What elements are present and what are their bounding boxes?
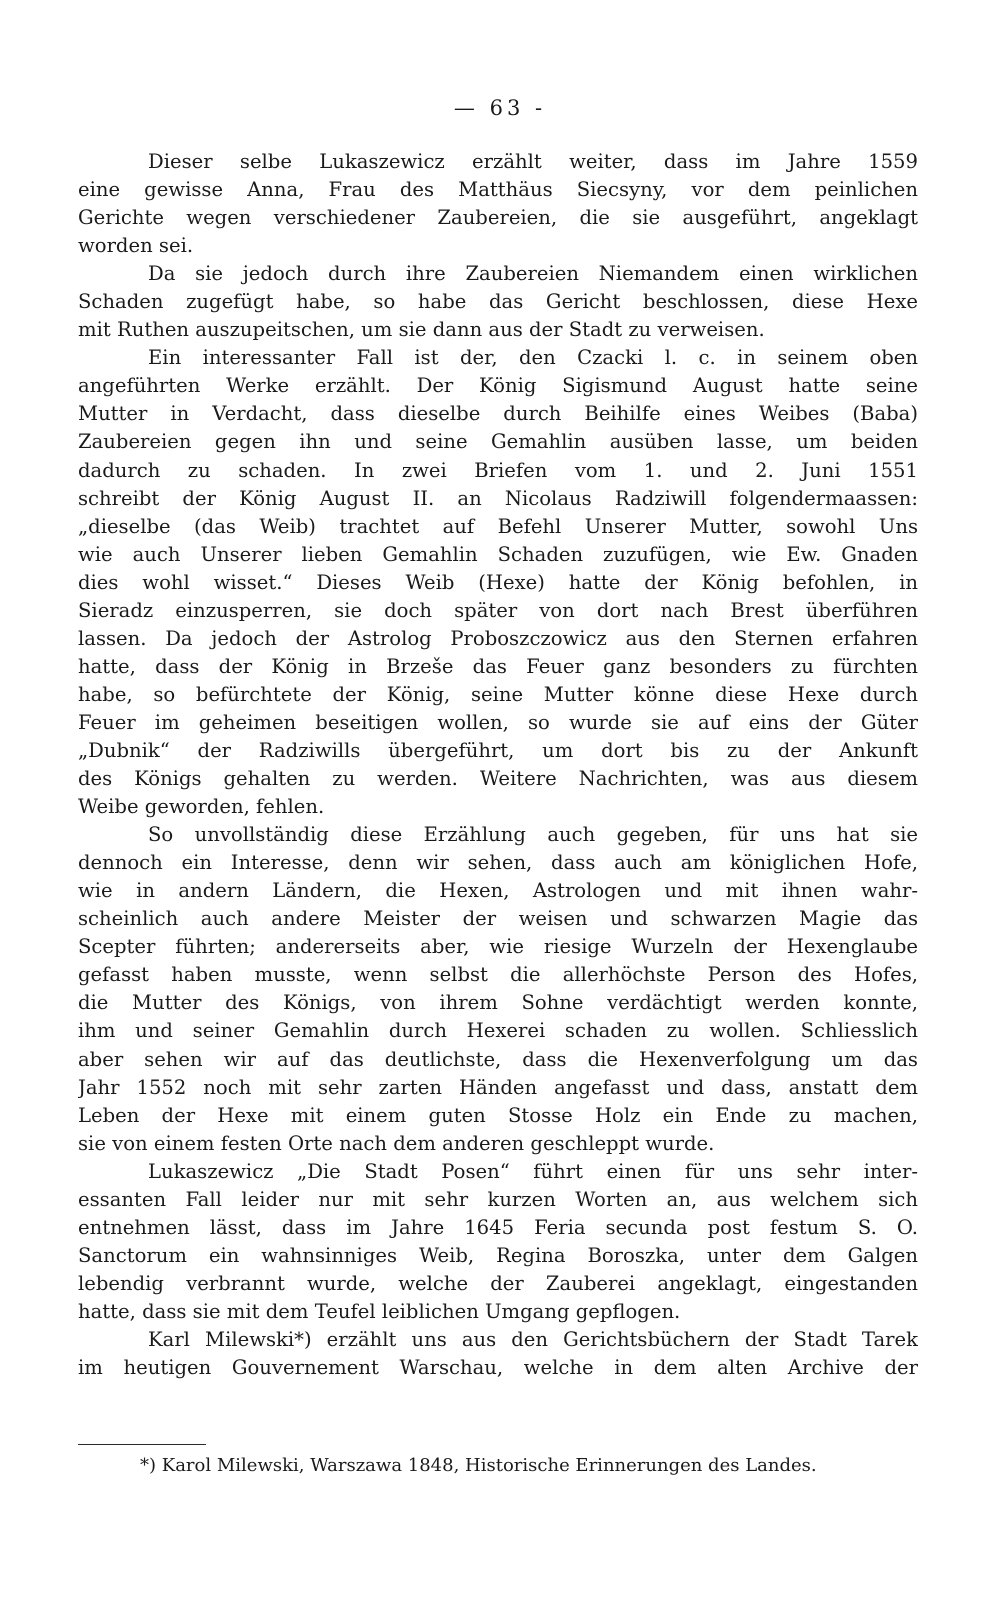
footnote: *) Karol Milewski, Warszawa 1848, Historische Erinnerungen des Landes. bbox=[140, 1455, 817, 1476]
page-number: — 63 - bbox=[453, 96, 547, 120]
text-line: Jahr 1552 noch mit sehr zarten Händen angefasst und dass, anstatt dem bbox=[78, 1075, 918, 1099]
text-line: dadurch zu schaden. In zwei Briefen vom 1. und 2. Juni 1551 bbox=[78, 458, 918, 482]
text-line: eine gewisse Anna, Frau des Matthäus Siecsyny, vor dem peinlichen bbox=[78, 178, 918, 202]
text-line: schreibt der König August II. an Nicolaus Radziwill folgendermaassen: bbox=[78, 486, 918, 510]
text-line: des Königs gehalten zu werden. Weitere Nachrichten, was aus diesem bbox=[78, 767, 918, 791]
text-line: entnehmen lässt, dass im Jahre 1645 Feria secunda post festum S. O. bbox=[78, 1215, 918, 1239]
text-line: die Mutter des Königs, von ihrem Sohne verdächtigt werden konnte, bbox=[78, 991, 918, 1015]
text-line: essanten Fall leider nur mit sehr kurzen Worten an, aus welchem sich bbox=[78, 1187, 918, 1211]
body-text bbox=[78, 148, 918, 1382]
footnote-divider bbox=[78, 1444, 206, 1445]
text-line: Ein interessanter Fall ist der, den Czacki l. c. in seinem oben bbox=[148, 346, 918, 370]
text-line: aber sehen wir auf das deutlichste, dass die Hexenverfolgung um das bbox=[78, 1047, 918, 1071]
text-line: dennoch ein Interesse, denn wir sehen, dass auch am königlichen Hofe, bbox=[78, 851, 918, 875]
text-line: hatte, dass der König in Brzeše das Feuer ganz besonders zu fürchten bbox=[78, 654, 918, 678]
text-line: Zaubereien gegen ihn und seine Gemahlin ausüben lasse, um beiden bbox=[78, 430, 918, 454]
text-line: Gerichte wegen verschiedener Zaubereien, die sie ausgeführt, angeklagt bbox=[78, 206, 918, 230]
text-line: So unvollständig diese Erzählung auch gegeben, für uns hat sie bbox=[148, 823, 918, 847]
text-line: Schaden zugefügt habe, so habe das Gericht beschlossen, diese Hexe bbox=[78, 290, 918, 314]
text-line: Feuer im geheimen beseitigen wollen, so wurde sie auf eins der Güter bbox=[78, 710, 918, 734]
text-line: lassen. Da jedoch der Astrolog Proboszczowicz aus den Sternen erfahren bbox=[78, 626, 918, 650]
text-line: hatte, dass sie mit dem Teufel leiblichen Umgang gepflogen. bbox=[78, 1299, 681, 1323]
text-line: wie auch Unserer lieben Gemahlin Schaden zuzufügen, wie Ew. Gnaden bbox=[78, 542, 918, 566]
text-line: scheinlich auch andere Meister der weisen und schwarzen Magie das bbox=[78, 907, 918, 931]
text-line: lebendig verbrannt wurde, welche der Zauberei angeklagt, eingestanden bbox=[78, 1271, 918, 1295]
text-line: worden sei. bbox=[78, 234, 194, 258]
text-line: Weibe geworden, fehlen. bbox=[78, 795, 325, 819]
text-line: mit Ruthen auszupeitschen, um sie dann aus der Stadt zu verweisen. bbox=[78, 318, 765, 342]
text-line: Scepter führten; andererseits aber, wie riesige Wurzeln der Hexenglaube bbox=[78, 935, 918, 959]
text-line: wie in andern Ländern, die Hexen, Astrologen und mit ihnen wahr- bbox=[78, 879, 918, 903]
text-line: „dieselbe (das Weib) trachtet auf Befehl Unserer Mutter, sowohl Uns bbox=[78, 514, 918, 538]
text-line: Lukaszewicz „Die Stadt Posen“ führt einen für uns sehr inter- bbox=[148, 1159, 918, 1183]
text-line: Sanctorum ein wahnsinniges Weib, Regina Boroszka, unter dem Galgen bbox=[78, 1243, 918, 1267]
text-line: Mutter in Verdacht, dass dieselbe durch Beihilfe eines Weibes (Baba) bbox=[78, 402, 918, 426]
text-line: dies wohl wisset.“ Dieses Weib (Hexe) hatte der König befohlen, in bbox=[78, 570, 918, 594]
text-line: im heutigen Gouvernement Warschau, welche in dem alten Archive der bbox=[78, 1356, 918, 1380]
text-line: Sieradz einzusperren, sie doch später von dort nach Brest überführen bbox=[78, 598, 918, 622]
text-line: Leben der Hexe mit einem guten Stosse Holz ein Ende zu machen, bbox=[78, 1103, 918, 1127]
text-line: Karl Milewski*) erzählt uns aus den Gerichtsbüchern der Stadt Tarek bbox=[148, 1327, 918, 1351]
text-line: „Dubnik“ der Radziwills übergeführt, um dort bis zu der Ankunft bbox=[78, 738, 918, 762]
text-line: Dieser selbe Lukaszewicz erzählt weiter, dass im Jahre 1559 bbox=[148, 150, 918, 173]
text-line: sie von einem festen Orte nach dem anderen geschleppt wurde. bbox=[78, 1131, 715, 1155]
text-line: Da sie jedoch durch ihre Zaubereien Niemandem einen wirklichen bbox=[148, 262, 918, 286]
text-line: angeführten Werke erzählt. Der König Sigismund August hatte seine bbox=[78, 374, 918, 398]
text-line: ihm und seiner Gemahlin durch Hexerei schaden zu wollen. Schliesslich bbox=[78, 1019, 918, 1043]
text-line: habe, so befürchtete der König, seine Mutter könne diese Hexe durch bbox=[78, 682, 918, 706]
text-line: gefasst haben musste, wenn selbst die allerhöchste Person des Hofes, bbox=[78, 963, 918, 987]
